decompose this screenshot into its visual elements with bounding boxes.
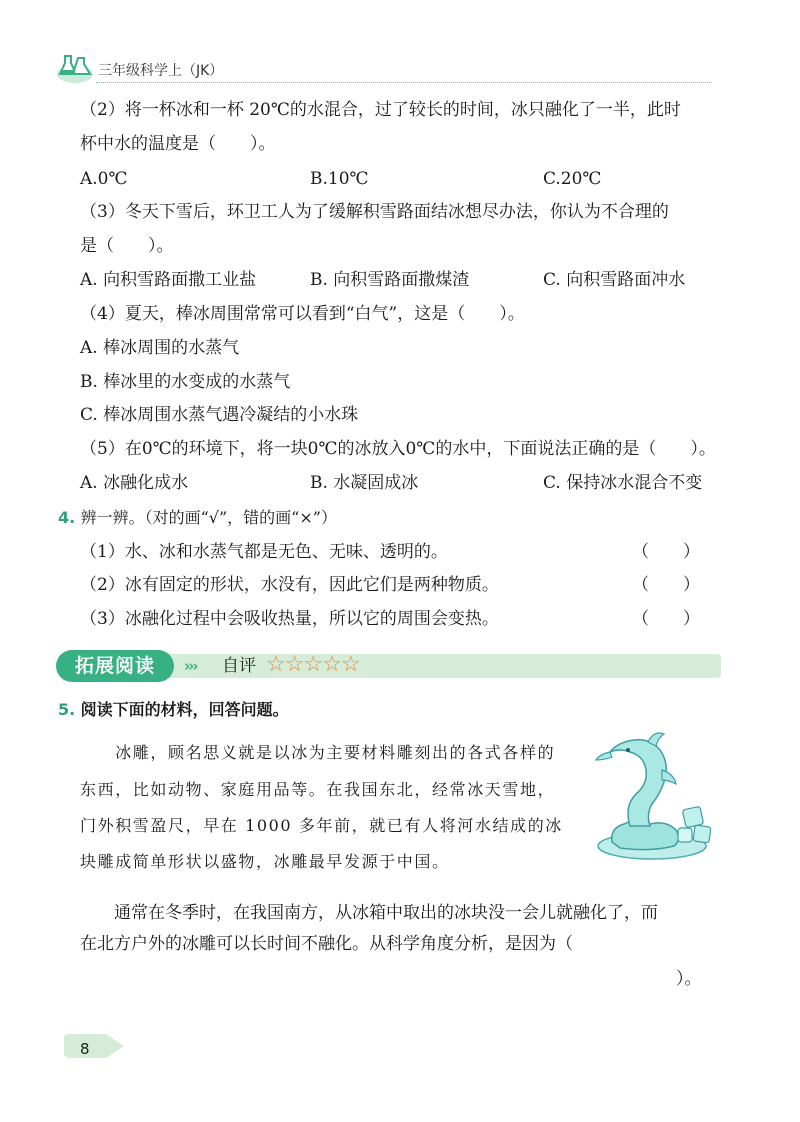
q3-2-line1: （2）将一杯冰和一杯 20℃的水混合，过了较长的时间，冰只融化了一半，此时 [80, 100, 681, 120]
q3-4-option-a: A. 棒冰周围的水蒸气 [80, 338, 240, 358]
page-header-title: 三年级科学上（JK） [98, 63, 224, 79]
star-rating-icon[interactable]: ☆☆☆☆☆ [266, 652, 360, 677]
q3-3-line1: （3）冬天下雪后，环卫工人为了缓解积雪路面结冰想尽办法，你认为不合理的 [80, 202, 669, 222]
section-title: 拓展阅读 [74, 655, 155, 677]
passage-line-3: 门外积雪盈尺，早在 1000 多年前，就已有人将河水结成的冰 [80, 816, 563, 835]
q4-item-3: （3）冰融化过程中会吸收热量，所以它的周围会变热。 [80, 609, 499, 629]
q3-3-option-a: A. 向积雪路面撒工业盐 [80, 270, 257, 290]
page-number-badge-icon [62, 1032, 126, 1062]
q5-answer-area[interactable] [610, 932, 680, 990]
q3-4-option-b: B. 棒冰里的水变成的水蒸气 [80, 372, 291, 392]
q4-number: 4. [58, 508, 76, 527]
q3-4-line1: （4）夏天，棒冰周围常常可以看到“白气”，这是（ ）。 [80, 304, 525, 324]
q4-title: 辨一辨。（对的画“√”，错的画“×”） [80, 508, 337, 527]
q5-number: 5. [58, 700, 76, 719]
q5-question-line1: 通常在冬季时，在我国南方，从冰箱中取出的冰块没一会儿就融化了，而 [80, 903, 658, 923]
q3-2-option-c: C.20℃ [543, 169, 602, 189]
self-evaluation-label: 自评 [222, 656, 256, 676]
q4-answer-box-1[interactable]: （ ） [632, 542, 700, 562]
q3-2-option-a: A.0℃ [80, 169, 128, 189]
ice-dolphin-sculpture-image [590, 730, 720, 862]
section-title-pill [56, 650, 174, 682]
q4-item-2: （2）冰有固定的形状，水没有，因此它们是两种物质。 [80, 575, 499, 595]
q3-4-option-c: C. 棒冰周围水蒸气遇冷凝结的小水珠 [80, 405, 359, 425]
q5-title: 阅读下面的材料，回答问题。 [80, 700, 289, 719]
page-number: 8 [80, 1040, 90, 1058]
passage-line-4: 块雕成简单形状以盛物，冰雕最早发源于中国。 [80, 852, 450, 871]
q5-answer-close: ）。 [676, 969, 702, 989]
q4-item-1: （1）水、冰和水蒸气都是无色、无味、透明的。 [80, 542, 448, 562]
extended-reading-banner [56, 650, 716, 682]
q4-answer-box-3[interactable]: （ ） [632, 609, 700, 629]
passage-line-1: 冰雕，顾名思义就是以冰为主要材料雕刻出的各式各样的 [80, 743, 556, 762]
q3-5-option-b: B. 水凝固成冰 [310, 473, 419, 493]
q3-2-line2: 杯中水的温度是（ ）。 [80, 134, 276, 154]
chevrons-icon: ››› [184, 657, 197, 675]
q3-3-line2: 是（ ）。 [80, 236, 174, 256]
q3-3-option-b: B. 向积雪路面撒煤渣 [310, 270, 470, 290]
q4-answer-box-2[interactable]: （ ） [632, 575, 700, 595]
q3-5-line1: （5）在0℃的环境下，将一块0℃的冰放入0℃的水中，下面说法正确的是（ ）。 [80, 439, 716, 459]
q3-2-option-b: B.10℃ [310, 169, 369, 189]
q3-5-option-a: A. 冰融化成水 [80, 473, 189, 493]
flask-icon [56, 50, 94, 84]
q3-3-option-c: C. 向积雪路面冲水 [543, 270, 686, 290]
header-divider [96, 82, 712, 83]
passage-line-2: 东西，比如动物、家庭用品等。在我国东北，经常冰天雪地， [80, 780, 556, 799]
q3-5-option-c: C. 保持冰水混合不变 [543, 473, 703, 493]
q5-question-line2: 在北方户外的冰雕可以长时间不融化。从科学角度分析，是因为（ [80, 934, 573, 954]
